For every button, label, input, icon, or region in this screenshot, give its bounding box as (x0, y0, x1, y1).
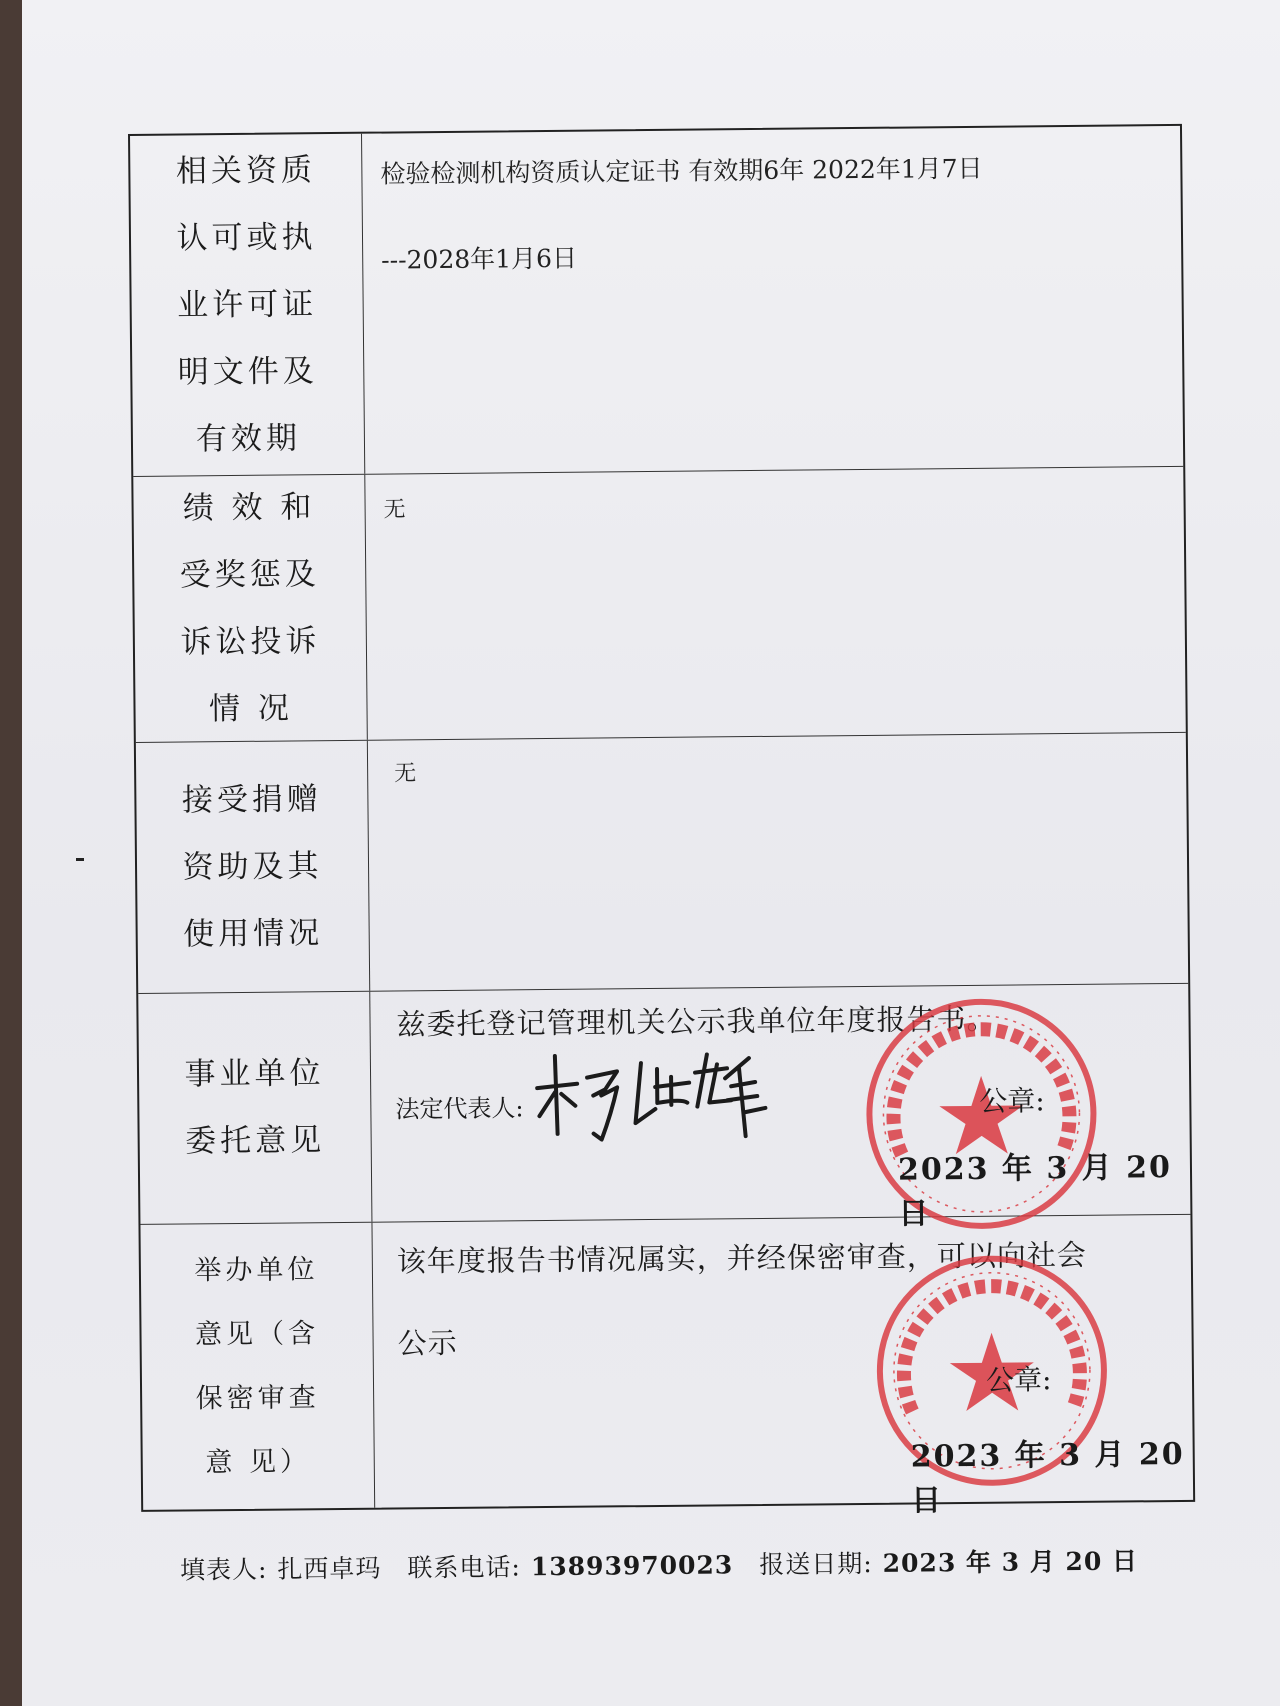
sponsor-value-cell (372, 1215, 1193, 1519)
report-form-table (128, 124, 1195, 1519)
legal-rep-label: 法定代表人: (395, 1094, 524, 1124)
filler-name: 扎西卓玛 (277, 1553, 382, 1584)
submit-date-label: 报送日期: (759, 1548, 873, 1580)
sponsor-date: 2023 年 3 月 20 日 (910, 1436, 1185, 1519)
margin-mark (76, 858, 84, 861)
entrust-statement: 兹委托登记管理机关公示我单位年度报告书。 (396, 1001, 997, 1042)
sponsor-row (140, 1215, 1193, 1519)
donation-label: 接受捐赠 资助及其 使用情况 (181, 780, 324, 953)
entrust-label: 事业单位 委托意见 (184, 1055, 326, 1160)
submit-date: 2023 年 3 月 20 日 (882, 1546, 1139, 1578)
qualification-label-cell (130, 134, 365, 476)
entrust-label-cell (138, 992, 372, 1224)
donation-label-cell (136, 741, 370, 993)
signature-image (531, 1042, 772, 1154)
sponsor-label-cell (140, 1223, 375, 1510)
donation-value: 无 (394, 761, 417, 787)
performance-label: 绩 效 和 受奖惩及 诉讼投诉 情 况 (179, 488, 321, 727)
phone-number: 13893970023 (530, 1550, 734, 1582)
donation-row (136, 733, 1188, 994)
performance-row (133, 467, 1186, 743)
entrust-seal-label: 公章: (979, 1084, 1045, 1118)
qualification-value-cell (362, 126, 1183, 474)
sponsor-seal-label: 公章: (985, 1363, 1052, 1397)
entrust-row (138, 984, 1190, 1232)
performance-value-cell (365, 467, 1186, 740)
entrust-date: 2023 年 3 月 20 日 (897, 1150, 1173, 1232)
sponsor-statement: 该年度报告书情况属实，并经保密审查，可以向社会 公示 (396, 1237, 1087, 1361)
qualification-row (130, 126, 1183, 477)
sponsor-label: 举办单位 意见（含 保密审查 意 见） (194, 1253, 320, 1478)
donation-value-cell (368, 733, 1188, 991)
qualification-label: 相关资质 认可或执 业许可证 明文件及 有效期 (175, 151, 318, 457)
qualification-value: 检验检测机构资质认定证书 有效期6年 2022年1月7日 ---2028年1月6日 (380, 153, 983, 275)
entrust-value-cell (370, 984, 1190, 1232)
performance-value: 无 (383, 497, 406, 523)
phone-label: 联系电话: (407, 1552, 522, 1583)
filler-label: 填表人: (179, 1554, 268, 1585)
performance-label-cell (133, 475, 368, 742)
